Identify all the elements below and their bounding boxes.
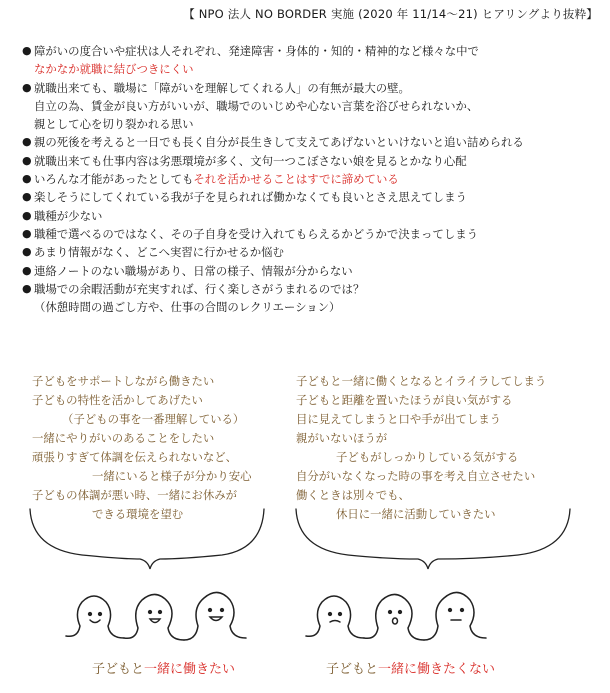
bullet-text — [34, 280, 364, 298]
bullet-highlight: なかなか就職に結びつきにくい — [34, 62, 194, 77]
speech-line: 目に見えてしまうと口や手が出てしまう — [296, 412, 502, 426]
speech-bracket-right — [288, 505, 578, 575]
bullet-item — [22, 188, 592, 206]
bullet-segment: 就職出来ても、職場に「障がいを理解してくれる人」の有無が最大の壁。 — [34, 80, 410, 95]
bullet-text — [34, 133, 524, 151]
bullet-text — [34, 262, 353, 280]
bullet-dot-icon: ● — [22, 208, 32, 222]
bullet-segment: 親として心を切り裂かれる思い — [34, 117, 194, 132]
speech-line: 子どもと一緒に働くとなるとイライラしてしまう — [296, 374, 547, 388]
speech-line: 子どもをサポートしながら働きたい — [32, 374, 215, 388]
bullet-segment: 楽しそうにしてくれている我が子を見られれば働かなくても良いとさえ思えてしまう — [34, 190, 467, 205]
bullet-item — [22, 133, 592, 151]
bullet-text — [34, 300, 340, 314]
bullet-item — [22, 280, 592, 298]
bullet-continuation — [22, 115, 592, 133]
caption-text: 子どもと — [92, 662, 145, 677]
bullet-segment: あまり情報がなく、どこへ実習に行かせるか悩む — [34, 245, 284, 260]
speech-line: 子どもと距離を置いたほうが良い気がする — [296, 393, 513, 407]
speech-line: （子どもの事を一番理解している） — [62, 412, 245, 426]
bullet-dot-icon: ● — [22, 263, 32, 277]
bullet-dot-icon: ● — [22, 226, 32, 240]
hearing-bullet-list — [22, 42, 592, 316]
bullet-dot-icon: ● — [22, 153, 32, 167]
worried-people-icon — [300, 580, 500, 652]
speech-bracket-left — [22, 505, 272, 575]
bullet-segment: 職場での余暇活動が充実すれば、行く楽しさがうまれるのでは？ — [34, 281, 365, 296]
bullet-segment: 職種が少ない — [34, 208, 103, 223]
bullet-text — [34, 243, 284, 261]
caption-want-work-together — [92, 658, 235, 677]
smiling-people-icon — [60, 580, 260, 652]
caption-not-want-work-together — [326, 658, 495, 677]
bullet-item — [22, 225, 592, 243]
bullet-dot-icon: ● — [22, 135, 32, 149]
bullet-segment: 職種で選べるのではなく、その子自身を受け入れてもらえるかどうかで決まってしまう — [34, 226, 479, 241]
bullet-item — [22, 79, 592, 97]
bullet-text — [34, 188, 467, 206]
caption-highlight: 一緒に働きたい — [144, 662, 236, 677]
bullet-text — [34, 170, 399, 188]
bullet-dot-icon: ● — [22, 80, 32, 94]
speech-line: できる環境を望む — [92, 507, 184, 521]
bullet-text — [34, 117, 193, 131]
bullet-dot-icon: ● — [22, 44, 32, 57]
page-header: 【 NPO 法人 NO BORDER 実施 (2020 年 11/14〜21) ヒアリングより抜粋】 — [183, 7, 598, 21]
bullet-text — [34, 207, 102, 225]
bullet-text — [34, 62, 193, 76]
caption-highlight: 一緒に働きたくない — [378, 662, 496, 677]
bullet-segment: （休憩時間の過ごし方や、仕事の合間のレクリエーション） — [34, 300, 341, 315]
speech-line: 子どもがしっかりしている気がする — [336, 450, 519, 464]
bullet-segment: 障がいの度合いや症状は人それぞれ、発達障害・身体的・知的・精神的など様々な中で — [34, 44, 479, 58]
bullet-item — [22, 42, 592, 60]
bullet-segment: いろんな才能があったとしても — [34, 172, 194, 187]
bullet-item — [22, 262, 592, 280]
bullet-text — [34, 225, 478, 243]
bullet-continuation — [22, 298, 592, 316]
speech-line: 頑張りすぎて体調を伝えられないなど、 — [32, 450, 238, 464]
bullet-dot-icon: ● — [22, 190, 32, 204]
speech-line: 自分がいなくなった時の事を考え自立させたい — [296, 469, 536, 483]
speech-line: 休日に一緒に活動していきたい — [336, 507, 496, 521]
speech-not-want-work-together — [296, 372, 581, 524]
bullet-segment: 連絡ノートのない職場があり、日常の様子、情報が分からない — [34, 263, 353, 278]
speech-line: 親がいないほうが — [296, 431, 388, 445]
bullet-item — [22, 152, 592, 170]
bullet-segment: 就職出来ても仕事内容は劣悪環境が多く、文句一つこぼさない娘を見るとかなり心配 — [34, 153, 467, 168]
bullet-dot-icon: ● — [22, 281, 32, 295]
bullet-highlight: それを活かせることはすでに諦めている — [193, 172, 399, 187]
bullet-continuation — [22, 97, 592, 115]
bullet-dot-icon: ● — [22, 172, 32, 186]
bullet-item — [22, 207, 592, 225]
bullet-text — [34, 42, 479, 60]
speech-line: 一緒にやりがいのあることをしたい — [32, 431, 215, 445]
speech-want-work-together — [32, 372, 272, 524]
bullet-dot-icon: ● — [22, 245, 32, 259]
bullet-segment: 親の死後を考えると一日でも長く自分が長生きして支えてあげないといけないと追い詰められる — [34, 135, 524, 150]
bullet-text — [34, 152, 467, 170]
speech-line: 子どもの特性を活かしてあげたい — [32, 393, 203, 407]
caption-text: 子どもと — [326, 662, 379, 677]
bullet-segment: 自立の為、賃金が良い方がいいが、職場でのいじめや心ない言葉を浴びせられないか、 — [34, 98, 479, 113]
speech-line: 一緒にいると様子が分かり安心 — [92, 469, 252, 483]
bullet-text — [34, 99, 478, 113]
bullet-item — [22, 170, 592, 188]
bullet-item — [22, 243, 592, 261]
speech-line: 子どもの体調が悪い時、一緒にお休みが — [32, 488, 238, 502]
speech-line: 働くときは別々でも、 — [296, 488, 410, 502]
bullet-continuation — [22, 60, 592, 78]
bullet-text — [34, 79, 410, 97]
